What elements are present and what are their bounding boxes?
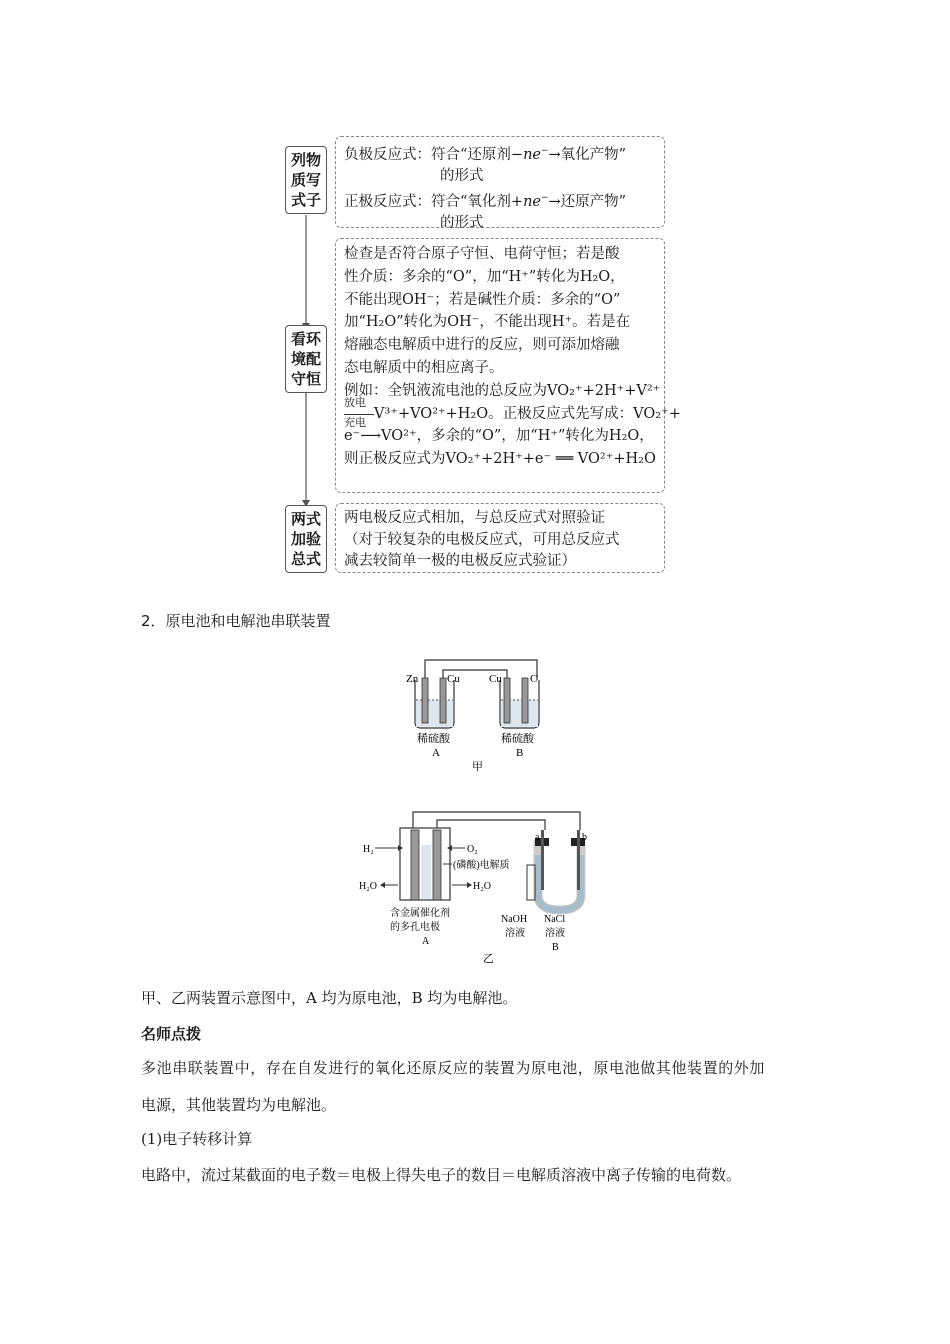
electrode-label-2: 的多孔电极 <box>390 922 440 933</box>
conservation-line-4: 加“H₂O”转化为OH⁻，不能出现H⁺。若是在 <box>344 314 631 331</box>
conservation-line-5: 熔融态电解质中进行的反应，则可添加熔融 <box>344 337 620 354</box>
neg-electrode-cont: 的形式 <box>440 168 484 185</box>
figure-jia-caption: 甲 <box>472 761 483 773</box>
conservation-line-10: 则正极反应式为VO₂⁺+2H⁺+e⁻ ══ VO²⁺+H₂O <box>344 451 656 468</box>
step3-line2: 加验 <box>290 530 321 548</box>
conservation-line-7: 例如：全钒液流电池的总反应为VO₂⁺+2H⁺+V²⁺ <box>344 382 661 399</box>
section-heading: 2．原电池和电解池串联装置 <box>141 612 331 630</box>
acid-label-a: 稀硫酸 <box>417 733 450 745</box>
step1-line2: 质写 <box>290 171 321 189</box>
electrolyte-label: (磷酸)电解质 <box>453 860 510 871</box>
electron-transfer-paragraph: 电路中，流过某截面的电子数＝电极上得失电子的数目＝电解质溶液中离子传输的电荷数。 <box>141 1166 742 1184</box>
box-verify <box>335 503 665 573</box>
cu-label-b: Cu <box>489 673 502 685</box>
pos-electrode-line: 正极反应式：符合“氧化剂+ne−→还原产物” <box>344 192 627 210</box>
figure-jia <box>400 650 560 775</box>
box-conservation <box>335 238 681 493</box>
verify-line-2: （对于较复杂的电极反应式，可用总反应式 <box>344 531 620 548</box>
c-label: C <box>530 673 538 685</box>
electrode-b-label: b <box>582 832 587 843</box>
figure-yi-caption: 乙 <box>483 953 494 965</box>
beaker-b-label: B <box>516 747 524 759</box>
reversible-arrow <box>344 395 374 429</box>
discharge-label: 放电 <box>344 395 366 409</box>
verify-line-3: 减去较简单一极的电极反应式验证） <box>344 553 576 569</box>
subheading-electron-transfer: (1)电子转移计算 <box>141 1130 253 1148</box>
step3-line3: 总式 <box>290 550 321 568</box>
cell-a-label: A <box>422 936 430 947</box>
step2-line1: 看环 <box>290 330 321 348</box>
verify-line-1: 两电极反应式相加，与总反应式对照验证 <box>344 510 605 526</box>
conservation-line-8: 放电 充电 V³⁺+VO²⁺+H₂O。正极反应式先写成：VO₂⁺+ <box>344 395 681 429</box>
step-check-conservation <box>285 325 327 393</box>
box-electrode-forms <box>335 136 665 232</box>
pos-electrode-cont: 的形式 <box>440 215 484 232</box>
cell-b-label: B <box>552 942 559 953</box>
conservation-line-3: 不能出现OH⁻；若是碱性介质：多余的“O” <box>344 291 621 308</box>
electrode-a-label: a <box>535 832 540 843</box>
step2-line3: 守恒 <box>290 370 321 388</box>
tip-heading: 名师点拨 <box>141 1025 202 1043</box>
figure-description: 甲、乙两装置示意图中，A 均为原电池，B 均为电解池。 <box>141 989 518 1007</box>
nacl-label: NaCl <box>544 914 566 925</box>
conservation-line-6: 态电解质中的相应离子。 <box>344 359 504 376</box>
conservation-line-1: 检查是否符合原子守恒、电荷守恒；若是酸 <box>344 246 620 262</box>
step3-line1: 两式 <box>290 510 321 528</box>
h2o-right-label: H₂O <box>473 881 491 892</box>
charge-label: 充电 <box>344 415 366 429</box>
figure-yi <box>355 800 605 970</box>
h2o-left-label: H₂O <box>359 881 377 892</box>
h2-label: H₂ <box>363 844 374 855</box>
step-write-substances <box>285 146 327 214</box>
step2-line2: 境配 <box>290 350 321 368</box>
beaker-a-label: A <box>432 747 440 759</box>
acid-label-b: 稀硫酸 <box>501 733 534 745</box>
naoh-solution-label: 溶液 <box>505 928 525 939</box>
cu-label-a: Cu <box>447 673 460 685</box>
tip-paragraph-line-1: 多池串联装置中，存在自发进行的氧化还原反应的装置为原电池，原电池做其他装置的外加 <box>141 1059 766 1077</box>
step1-line3: 式子 <box>290 191 321 209</box>
step-verify-total <box>285 505 327 573</box>
zn-label: Zn <box>406 673 419 685</box>
nacl-solution-label: 溶液 <box>545 928 565 939</box>
conservation-line-9: e⁻⟶VO²⁺，多余的“O”，加“H⁺”转化为H₂O， <box>344 428 654 445</box>
naoh-label: NaOH <box>501 914 528 925</box>
electrode-label-1: 含金属催化剂 <box>390 908 450 919</box>
conservation-line-2: 性介质：多余的“O”，加“H⁺”转化为H₂O， <box>344 268 625 285</box>
neg-electrode-line: 负极反应式：符合“还原剂−ne−→氧化产物” <box>344 146 627 163</box>
step1-line1: 列物 <box>290 151 321 169</box>
tip-paragraph-line-2: 电源，其他装置均为电解池。 <box>141 1096 337 1114</box>
o2-label: O₂ <box>467 844 478 855</box>
